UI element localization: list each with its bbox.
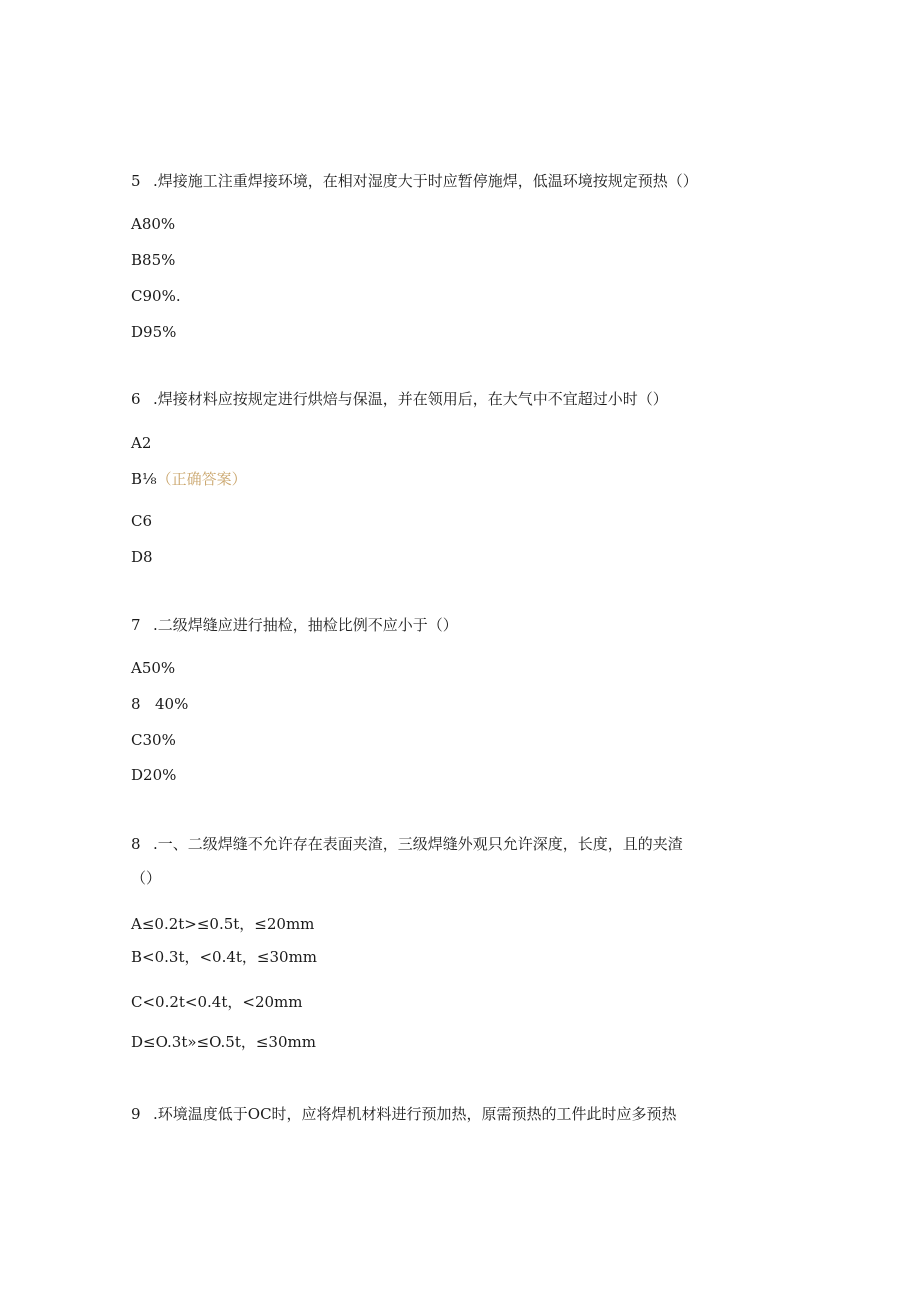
option-a: A2 [131, 434, 152, 452]
question-text: .二级焊缝应进行抽检，抽检比例不应小于（） [153, 616, 458, 634]
question-text: .环境温度低于OC时，应将焊机材料进行预加热，原需预热的工件此时应多预热 [153, 1105, 677, 1123]
option-b-text: 40% [155, 695, 189, 713]
option-d: D95% [131, 323, 177, 341]
question-9 [131, 1104, 677, 1124]
option-d: D8 [131, 548, 153, 566]
option-b [131, 469, 247, 489]
question-number: 5 [131, 172, 141, 190]
question-8 [131, 834, 683, 854]
correct-answer-note: （正确答案） [156, 470, 247, 488]
option-b [131, 694, 188, 714]
option-c: C30% [131, 731, 176, 749]
question-number: 7 [131, 616, 141, 634]
question-8-continuation: （） [131, 869, 162, 887]
option-d: D20% [131, 766, 177, 784]
question-5 [131, 171, 698, 191]
option-a: A≤0.2t>≤0.5t，≤20mm [131, 915, 315, 933]
option-d: D≤O.3t»≤O.5t，≤30mm [131, 1033, 316, 1051]
option-a: A50% [131, 659, 176, 677]
question-number: 8 [131, 835, 141, 853]
question-number: 9 [131, 1105, 141, 1123]
option-b: B<0.3t，<0.4t，≤30mm [131, 948, 318, 966]
option-c: C<0.2t<0.4t，<20mm [131, 993, 303, 1011]
option-a: A80% [131, 215, 176, 233]
option-b-number: 8 [131, 695, 141, 713]
question-6 [131, 389, 668, 409]
option-c: C90%. [131, 287, 181, 305]
question-text: .一、二级焊缝不允许存在表面夹渣，三级焊缝外观只允许深度，长度，且的夹渣 [153, 835, 683, 853]
question-text: .焊接施工注重焊接环境，在相对湿度大于时应暂停施焊，低温环境按规定预热（） [153, 172, 698, 190]
question-text: .焊接材料应按规定进行烘焙与保温，并在领用后，在大气中不宜超过小时（） [153, 390, 668, 408]
option-c: C6 [131, 512, 153, 530]
question-number: 6 [131, 390, 141, 408]
question-7 [131, 615, 458, 635]
option-b: B85% [131, 251, 176, 269]
option-b-text: B⅛ [131, 470, 157, 488]
